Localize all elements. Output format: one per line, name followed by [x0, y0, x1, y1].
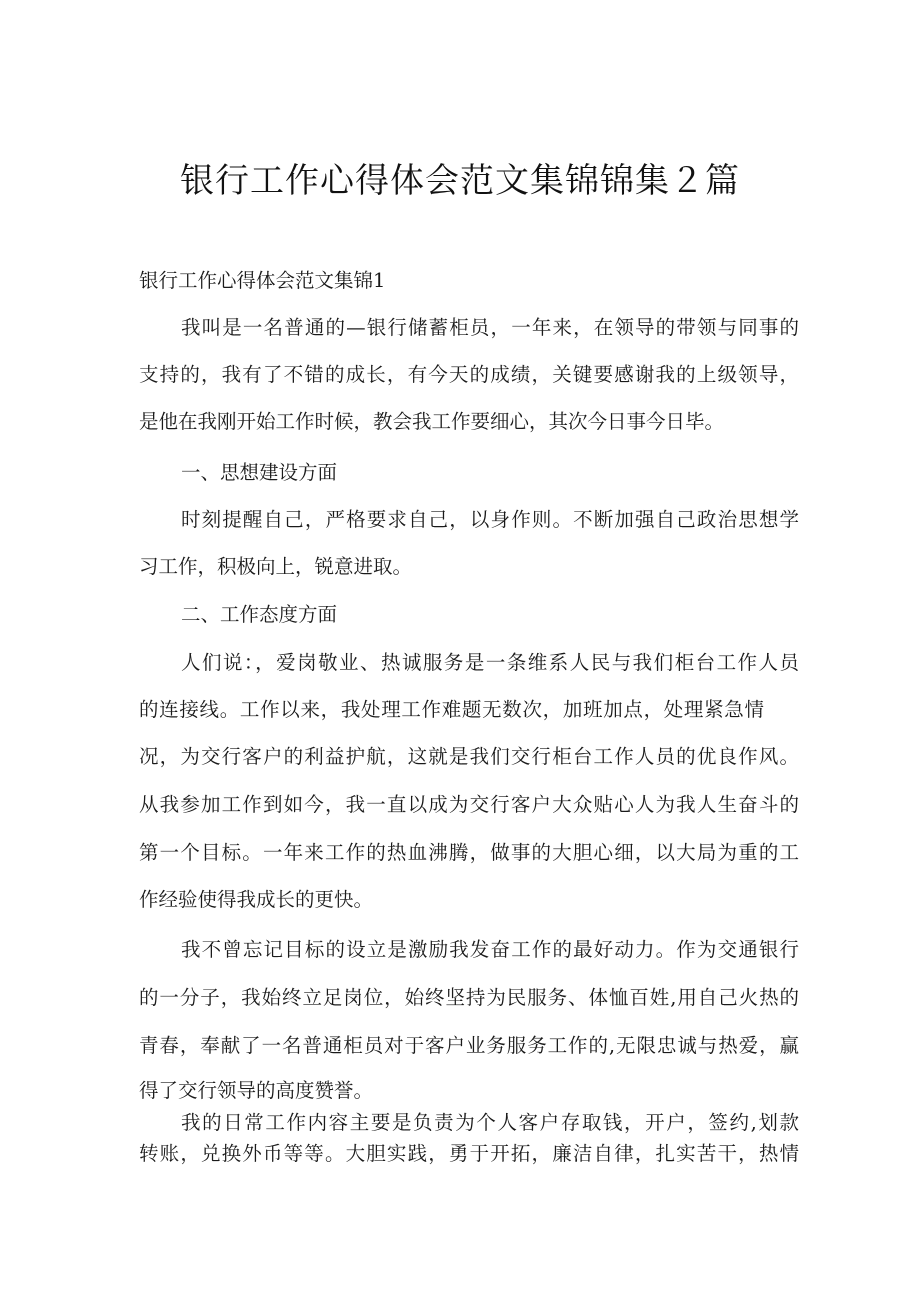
paragraph-line: 从我参加工作到如今，我一直以成为交行客户大众贴心人为我人生奋斗的 [139, 793, 799, 816]
paragraph-line: 时刻提醒自己，严格要求自己，以身作则。不断加强自己政治思想学 [181, 508, 799, 531]
section-heading: 银行工作心得体会范文集锦1 [139, 269, 386, 292]
document-title: 银行工作心得体会范文集锦锦集２篇 [180, 161, 740, 201]
paragraph-line: 第一个目标。一年来工作的热血沸腾，做事的大胆心细，以大局为重的工 [139, 841, 799, 864]
subsection-heading: 二、工作态度方面 [181, 603, 338, 626]
paragraph-line: 作经验使得我成长的更快。 [139, 888, 374, 911]
paragraph-line: 我叫是一名普通的—银行储蓄柜员，一年来，在领导的带领与同事的 [181, 316, 799, 339]
paragraph-line: 支持的，我有了不错的成长，有今天的成绩，关键要感谢我的上级领导， [139, 363, 799, 386]
paragraph-line: 得了交行领导的高度赞誉。 [139, 1079, 374, 1102]
paragraph-line: 人们说：，爱岗敬业、热诚服务是一条维系人民与我们柜台工作人员 [181, 651, 799, 674]
paragraph-line: 是他在我刚开始工作时候，教会我工作要细心，其次今日事今日毕。 [139, 410, 725, 433]
paragraph-line: 的一分子，我始终立足岗位，始终坚持为民服务、体恤百姓,用自己火热的 [139, 986, 799, 1009]
paragraph-line: 的连接线。工作以来，我处理工作难题无数次，加班加点，处理紧急情 [139, 698, 764, 721]
paragraph-line: 习工作，积极向上，锐意进取。 [139, 555, 413, 578]
paragraph-line: 青春，奉献了一名普通柜员对于客户业务服务工作的,无限忠诚与热爱，赢 [139, 1034, 799, 1057]
paragraph-line: 况，为交行客户的利益护航，这就是我们交行柜台工作人员的优良作风。 [139, 745, 799, 768]
subsection-heading: 一、思想建设方面 [181, 461, 338, 484]
paragraph-line: 转账，兑换外币等等。大胆实践，勇于开拓，廉洁自律，扎实苦干，热情 [139, 1142, 799, 1165]
paragraph-line: 我不曾忘记目标的设立是激励我发奋工作的最好动力。作为交通银行 [181, 938, 799, 961]
paragraph-line: 我的日常工作内容主要是负责为个人客户存取钱，开户，签约,划款 [181, 1111, 799, 1134]
